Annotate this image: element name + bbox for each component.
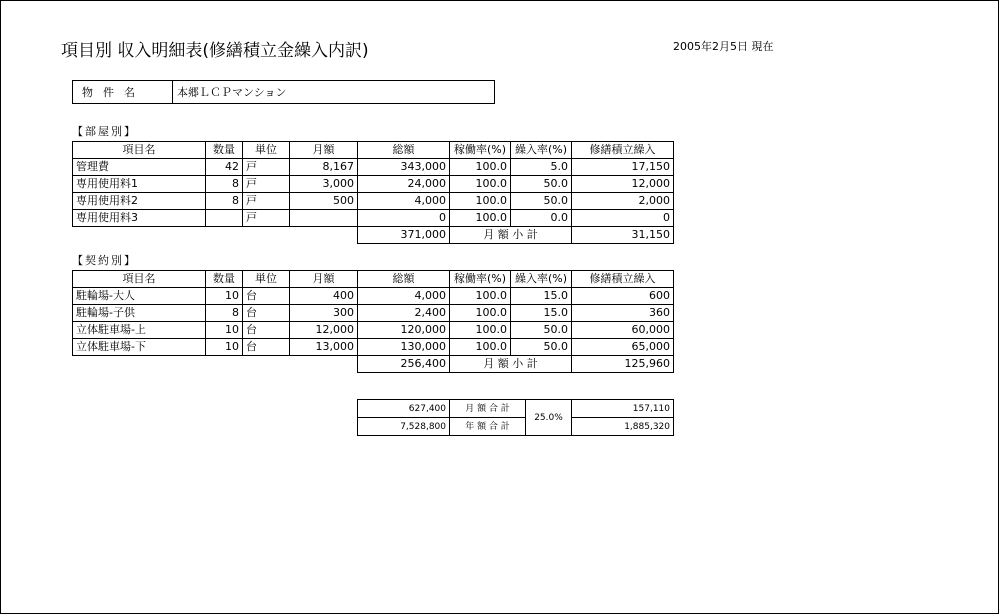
- table-row: [73, 193, 674, 210]
- subtotal-row: [73, 227, 674, 244]
- item-reserve: 12,000: [572, 176, 674, 193]
- item-total: 343,000: [358, 159, 450, 176]
- table-row: [73, 159, 674, 176]
- summary-annual-label: 年 額 合 計: [450, 418, 526, 436]
- item-unit: 戸: [243, 176, 290, 193]
- rooms-table: [72, 141, 674, 244]
- report-date: 2005年2月5日 現在: [673, 40, 774, 53]
- subtotal-total: 256,400: [358, 356, 450, 373]
- item-monthly: 500: [290, 193, 358, 210]
- item-reserve: 2,000: [572, 193, 674, 210]
- table-row: [73, 339, 674, 356]
- subtotal-reserve: 125,960: [572, 356, 674, 373]
- item-total: 130,000: [358, 339, 450, 356]
- summary-monthly-reserve: 157,110: [572, 400, 674, 418]
- item-qty: 10: [206, 322, 243, 339]
- contracts-header-row: [73, 271, 674, 288]
- subtotal-label: 月 額 小 計: [450, 356, 572, 373]
- item-transfer-rate: 50.0: [511, 339, 572, 356]
- item-monthly: 300: [290, 305, 358, 322]
- subtotal-total: 371,000: [358, 227, 450, 244]
- item-occupancy: 100.0: [450, 193, 511, 210]
- col-header-item-name: 項目名: [73, 271, 206, 288]
- item-name: 駐輪場-大人: [73, 288, 206, 305]
- item-transfer-rate: 15.0: [511, 288, 572, 305]
- subtotal-label: 月 額 小 計: [450, 227, 572, 244]
- item-monthly: 12,000: [290, 322, 358, 339]
- item-occupancy: 100.0: [450, 339, 511, 356]
- table-row: [73, 288, 674, 305]
- summary-annual-total: 7,528,800: [358, 418, 450, 436]
- rooms-header-row: [73, 142, 674, 159]
- summary-annual-row: [358, 418, 674, 436]
- item-qty: 10: [206, 288, 243, 305]
- item-qty: 42: [206, 159, 243, 176]
- item-qty: 8: [206, 305, 243, 322]
- item-monthly: 8,167: [290, 159, 358, 176]
- item-reserve: 17,150: [572, 159, 674, 176]
- col-header-reserve: 修繕積立繰入: [572, 271, 674, 288]
- item-total: 4,000: [358, 288, 450, 305]
- summary-rate: 25.0%: [526, 400, 572, 436]
- table-row: [73, 322, 674, 339]
- item-qty: 8: [206, 176, 243, 193]
- col-header-monthly: 月額: [290, 142, 358, 159]
- summary-annual-reserve: 1,885,320: [572, 418, 674, 436]
- item-transfer-rate: 50.0: [511, 193, 572, 210]
- summary-table: [357, 399, 674, 436]
- item-total: 2,400: [358, 305, 450, 322]
- item-reserve: 65,000: [572, 339, 674, 356]
- subtotal-row: [73, 356, 674, 373]
- item-monthly: 400: [290, 288, 358, 305]
- item-qty: 8: [206, 193, 243, 210]
- col-header-total: 総額: [358, 142, 450, 159]
- item-occupancy: 100.0: [450, 159, 511, 176]
- col-header-transfer-rate: 繰入率(%): [511, 142, 572, 159]
- item-occupancy: 100.0: [450, 210, 511, 227]
- table-row: [73, 305, 674, 322]
- item-transfer-rate: 15.0: [511, 305, 572, 322]
- item-name: 専用使用料3: [73, 210, 206, 227]
- contracts-table: [72, 270, 674, 373]
- summary-monthly-row: [358, 400, 674, 418]
- item-reserve: 360: [572, 305, 674, 322]
- item-occupancy: 100.0: [450, 305, 511, 322]
- item-unit: 台: [243, 305, 290, 322]
- item-name: 専用使用料2: [73, 193, 206, 210]
- section-label-rooms: 【部屋別】: [72, 125, 137, 138]
- item-transfer-rate: 50.0: [511, 322, 572, 339]
- item-unit: 台: [243, 288, 290, 305]
- item-total: 4,000: [358, 193, 450, 210]
- item-name: 立体駐車場-下: [73, 339, 206, 356]
- summary-monthly-total: 627,400: [358, 400, 450, 418]
- col-header-occupancy: 稼働率(%): [450, 142, 511, 159]
- col-header-reserve: 修繕積立繰入: [572, 142, 674, 159]
- item-transfer-rate: 0.0: [511, 210, 572, 227]
- item-unit: 戸: [243, 193, 290, 210]
- property-box: [72, 80, 495, 104]
- subtotal-spacer: [73, 356, 358, 373]
- item-monthly: [290, 210, 358, 227]
- item-reserve: 60,000: [572, 322, 674, 339]
- item-total: 24,000: [358, 176, 450, 193]
- item-occupancy: 100.0: [450, 288, 511, 305]
- item-name: 管理費: [73, 159, 206, 176]
- col-header-total: 総額: [358, 271, 450, 288]
- table-row: [73, 176, 674, 193]
- item-occupancy: 100.0: [450, 322, 511, 339]
- item-unit: 戸: [243, 210, 290, 227]
- item-monthly: 3,000: [290, 176, 358, 193]
- col-header-unit: 単位: [243, 142, 290, 159]
- col-header-transfer-rate: 繰入率(%): [511, 271, 572, 288]
- item-reserve: 0: [572, 210, 674, 227]
- item-unit: 戸: [243, 159, 290, 176]
- property-label: 物件名: [73, 81, 173, 103]
- col-header-occupancy: 稼働率(%): [450, 271, 511, 288]
- col-header-monthly: 月額: [290, 271, 358, 288]
- subtotal-reserve: 31,150: [572, 227, 674, 244]
- property-name: 本郷ＬＣＰマンション: [177, 86, 287, 99]
- item-name: 立体駐車場-上: [73, 322, 206, 339]
- section-label-contracts: 【契約別】: [72, 254, 137, 267]
- col-header-unit: 単位: [243, 271, 290, 288]
- report-title: 項目別 収入明細表(修繕積立金繰入内訳): [61, 41, 369, 61]
- item-occupancy: 100.0: [450, 176, 511, 193]
- item-total: 0: [358, 210, 450, 227]
- item-reserve: 600: [572, 288, 674, 305]
- item-name: 駐輪場-子供: [73, 305, 206, 322]
- item-total: 120,000: [358, 322, 450, 339]
- item-transfer-rate: 50.0: [511, 176, 572, 193]
- item-qty: [206, 210, 243, 227]
- col-header-qty: 数量: [206, 142, 243, 159]
- item-unit: 台: [243, 339, 290, 356]
- item-qty: 10: [206, 339, 243, 356]
- summary-monthly-label: 月 額 合 計: [450, 400, 526, 418]
- item-monthly: 13,000: [290, 339, 358, 356]
- col-header-item-name: 項目名: [73, 142, 206, 159]
- item-name: 専用使用料1: [73, 176, 206, 193]
- item-transfer-rate: 5.0: [511, 159, 572, 176]
- table-row: [73, 210, 674, 227]
- col-header-qty: 数量: [206, 271, 243, 288]
- subtotal-spacer: [73, 227, 358, 244]
- item-unit: 台: [243, 322, 290, 339]
